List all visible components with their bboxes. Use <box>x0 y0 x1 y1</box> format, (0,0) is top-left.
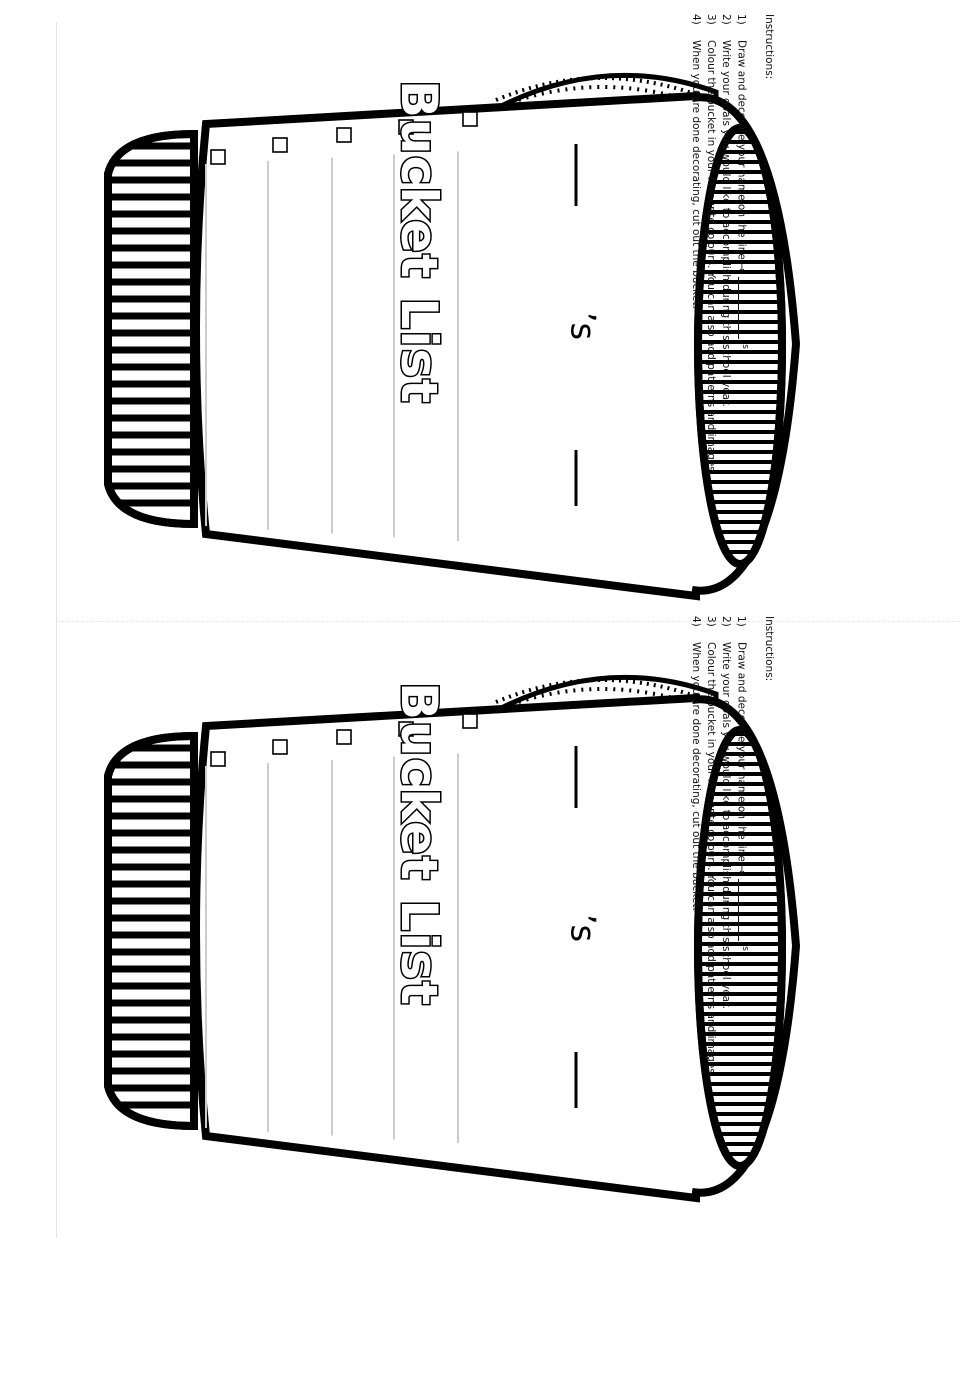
name-blank <box>739 879 750 941</box>
goal-checkbox <box>273 138 287 152</box>
instructions-block <box>636 616 776 1376</box>
goal-checkbox <box>463 112 477 126</box>
instructions-heading: Instructions: <box>763 616 775 682</box>
instruction-step: 4)When you are done decorating, cut out the bucket. <box>690 616 703 911</box>
instructions-list <box>689 616 753 1376</box>
goal-checkbox <box>273 740 287 754</box>
instruction-step: 2)Write your goals you would like to accomplish during this school year. <box>720 616 733 1009</box>
goal-checkbox <box>337 128 351 142</box>
bucket-drawing <box>56 616 960 1216</box>
instruction-step: 3)Colour the bucket in your favourite colours. You can also add patterns and images. <box>705 616 718 1078</box>
goal-checkbox <box>211 150 225 164</box>
goal-checkbox <box>211 752 225 766</box>
possessive-mark: ’s <box>562 311 603 341</box>
goal-checkbox <box>463 714 477 728</box>
bucket-list-title: Bucket List <box>390 79 448 405</box>
goal-checkbox <box>337 730 351 744</box>
instruction-step: 4)When you are done decorating, cut out the bucket. <box>690 14 703 309</box>
name-blank <box>739 277 750 339</box>
title-box <box>384 72 454 412</box>
possessive-mark: ’s <box>562 913 603 943</box>
instruction-step: 1)Draw and decorate your name on the line → ’s <box>735 616 750 951</box>
title-box <box>384 674 454 1014</box>
instructions-heading: Instructions: <box>763 14 775 80</box>
bucket-card-bottom <box>56 616 960 1216</box>
instruction-step: 3)Colour the bucket in your favourite colours. You can also add patterns and images. <box>705 14 718 476</box>
instruction-step: 1)Draw and decorate your name on the line → ’s <box>735 14 750 349</box>
bucket-list-title: Bucket List <box>390 681 448 1007</box>
instruction-step: 2)Write your goals you would like to accomplish during this school year. <box>720 14 733 407</box>
bucket-card-top <box>56 14 960 614</box>
bucket-drawing <box>56 14 960 614</box>
